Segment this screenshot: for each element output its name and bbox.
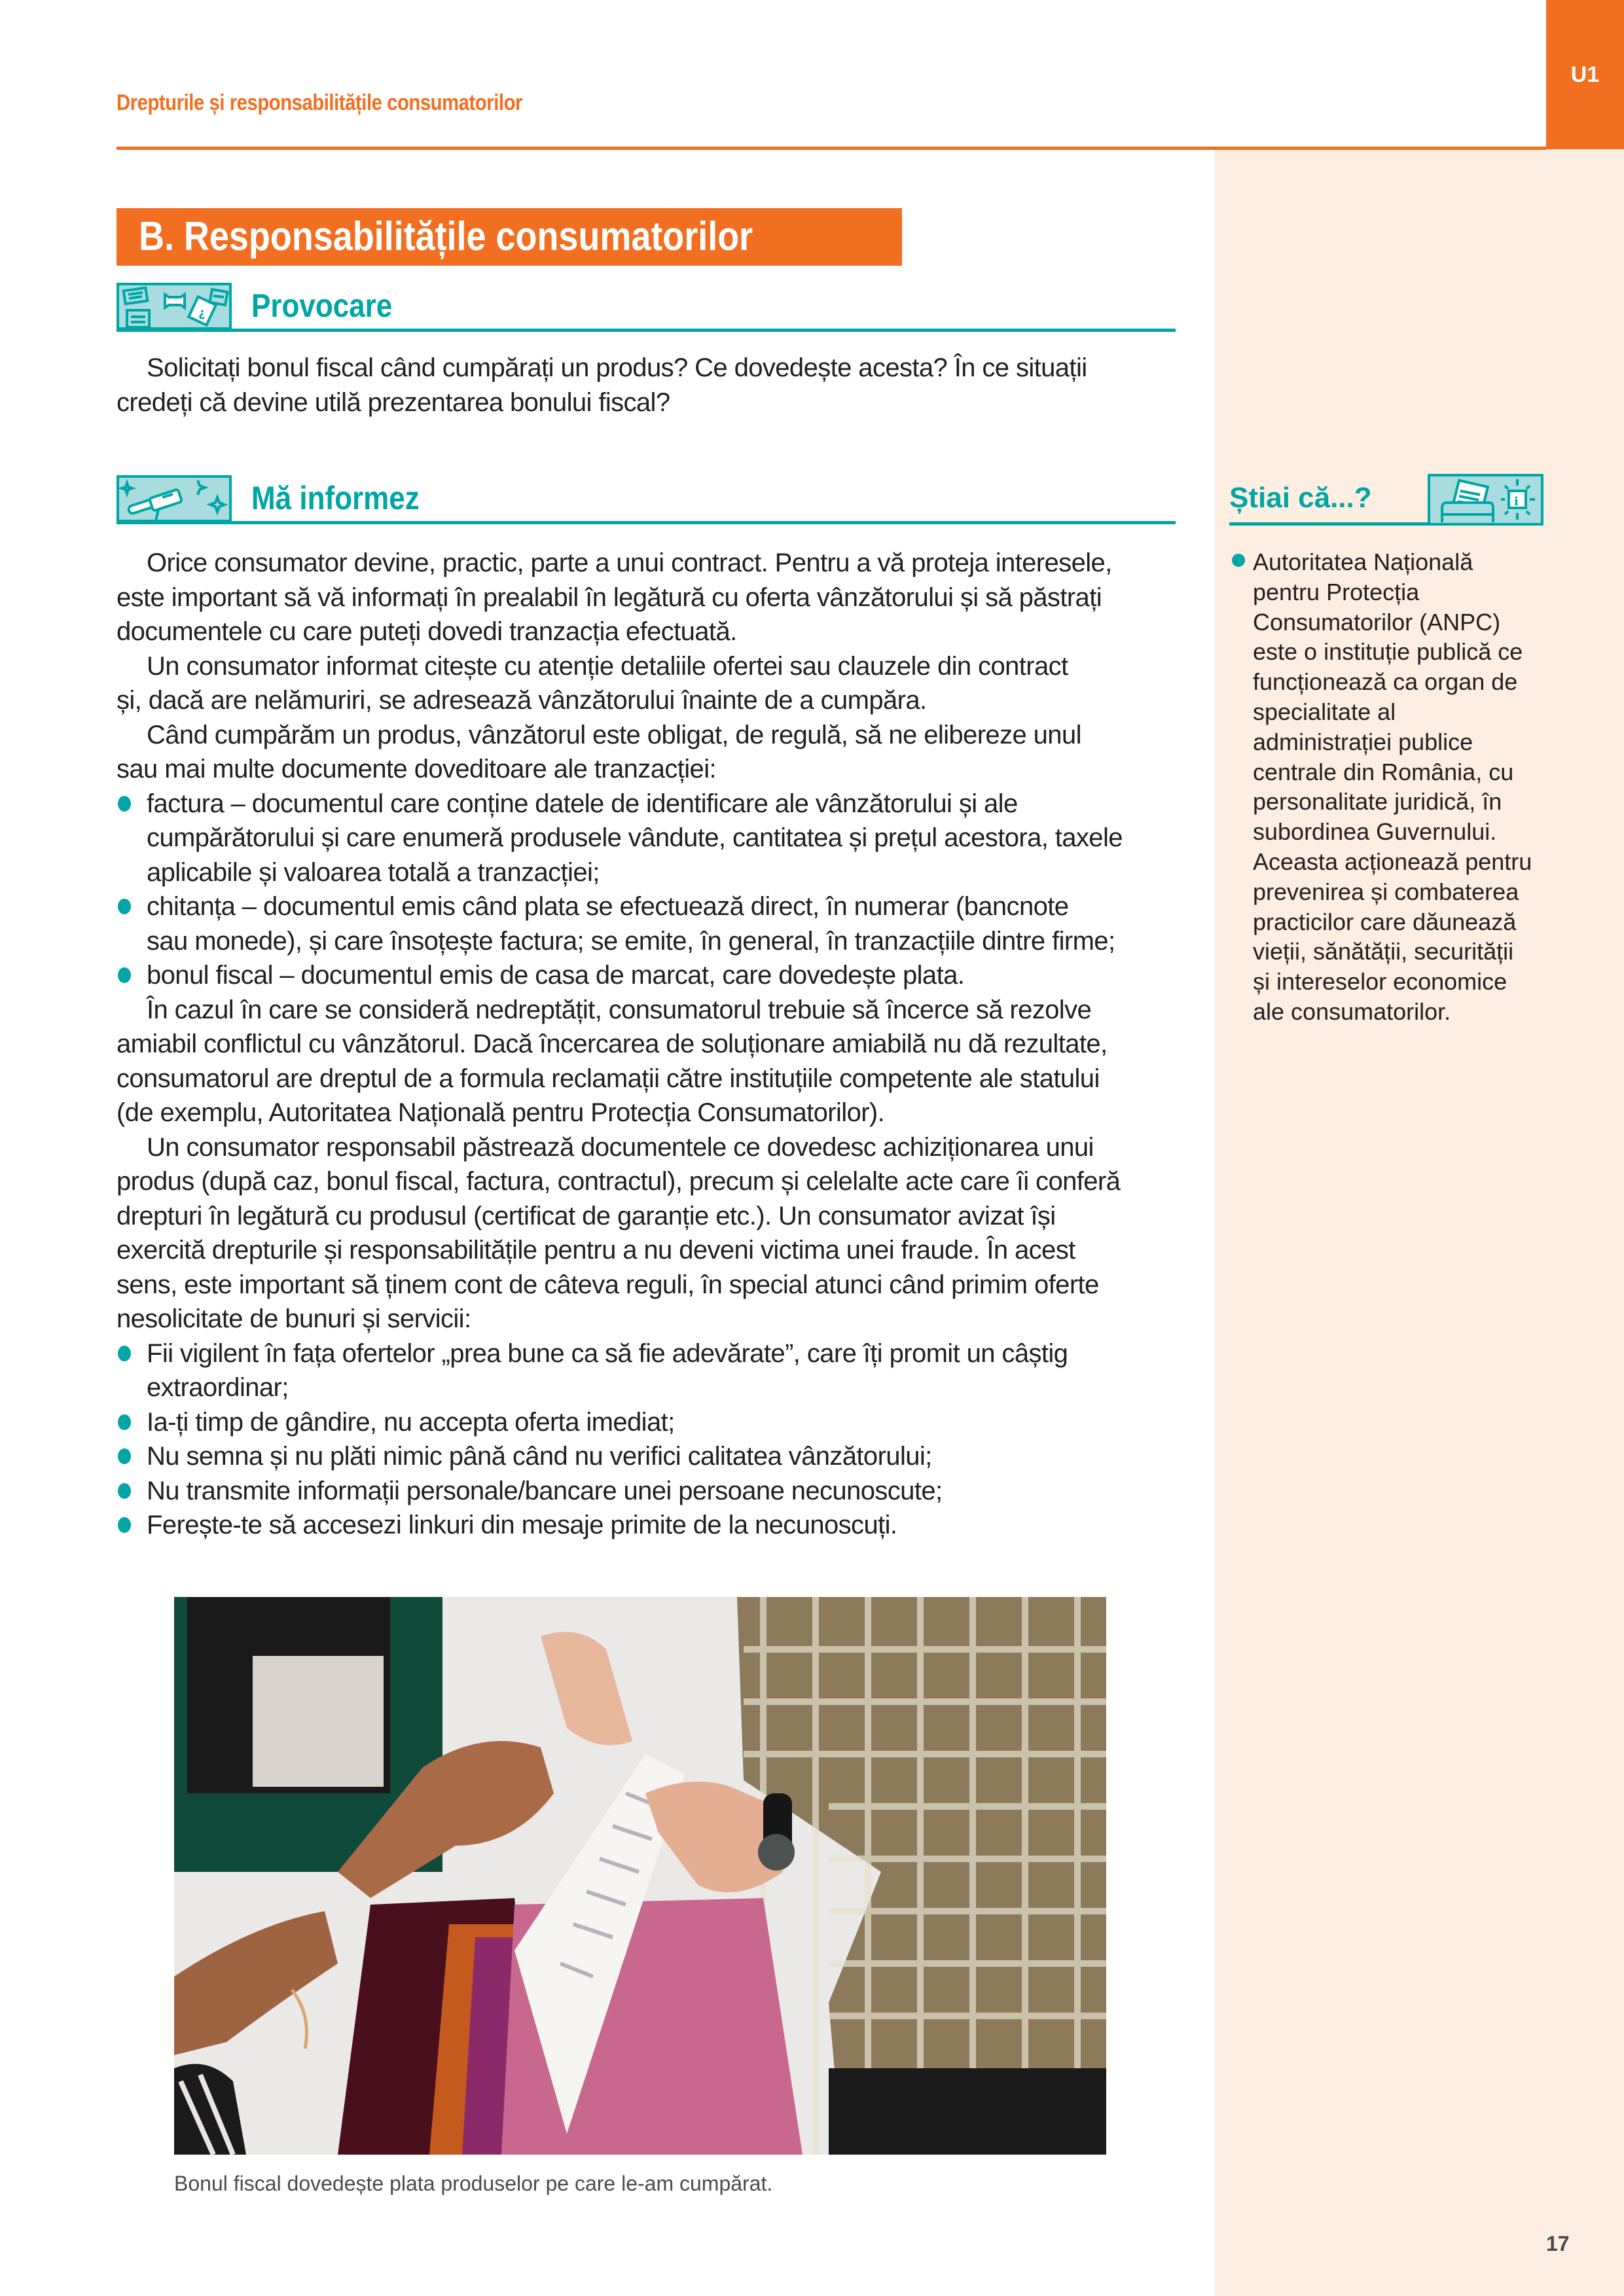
- svg-text:¿: ¿: [198, 306, 206, 320]
- body-line: În cazul în care se consideră nedreptățit, consumatorul trebuie să încerce să rezolve: [147, 995, 1092, 1024]
- body-line: sau mai multe documente doveditoare ale tranzacției:: [117, 755, 716, 783]
- body-line: și, dacă are nelămuriri, se adresează vânzătorului înainte de a cumpăra.: [117, 686, 927, 715]
- body-line: nesolicitate de bunuri și servicii:: [117, 1304, 471, 1333]
- ma-informez-body: [117, 546, 1176, 1543]
- list-line: Nu transmite informații personale/bancare unei persoane necunoscute;: [147, 1476, 943, 1505]
- body-line: produs (după caz, bonul fiscal, factura, contractul), precum și celelalte acte care îi conferă: [117, 1167, 1121, 1196]
- stiai-ca-heading: Știai că...?: [1229, 482, 1372, 514]
- list-line: cumpărătorului și care enumeră produsele vândute, cantitatea și prețul acestora, taxele: [147, 823, 1123, 852]
- unit-label: U1: [1570, 62, 1600, 87]
- sidebar-line: prevenirea și combaterea: [1253, 878, 1519, 905]
- list-line: sau monede), și care însoțește factura; se emite, în general, în tranzacțiile dintre firme;: [147, 926, 1115, 956]
- list-line: bonul fiscal – documentul emis de casa de marcat, care dovedește plata.: [147, 961, 965, 990]
- header-divider: [117, 147, 1546, 150]
- bullet-icon: [118, 1414, 131, 1430]
- bullet-icon: [118, 899, 131, 914]
- sidebar-line: vieții, sănătății, securității: [1253, 938, 1514, 965]
- bullet-icon: [1232, 554, 1245, 567]
- running-head: Drepturile și responsabilitățile consumatorilor: [117, 90, 522, 115]
- sidebar-line: specialitate al: [1253, 698, 1396, 725]
- receipt-handover-photo: [174, 1597, 1106, 2155]
- provocare-rule: [117, 329, 1176, 332]
- sidebar-line: personalitate juridică, în: [1253, 788, 1502, 816]
- bullet-icon: [118, 796, 131, 812]
- body-line: Un consumator informat citește cu atenție detaliile ofertei sau clauzele din contract: [147, 651, 1068, 681]
- rule-item: [117, 1508, 1176, 1543]
- stiai-ca-heading-block: [1229, 474, 1543, 526]
- sidebar-line: Consumatorilor (ANPC): [1253, 608, 1501, 636]
- body-line: documentele cu care puteți dovedi tranzacția efectuată.: [117, 617, 737, 646]
- body-line: Orice consumator devine, practic, parte a unui contract. Pentru a vă proteja interesele,: [147, 548, 1112, 577]
- bullet-icon: [118, 1483, 131, 1499]
- document-item-chitanta: [117, 889, 1176, 958]
- body-line: exercită drepturile și responsabilitățile pentru a nu deveni victima unei fraude. În acest: [117, 1236, 1075, 1265]
- pinboard-notes-icon: [117, 283, 232, 330]
- body-line: Un consumator responsabil păstrează documentele ce dovedesc achiziționarea unui: [147, 1132, 1094, 1162]
- body-line: (de exemplu, Autoritatea Națională pentru Protecția Consumatorilor).: [117, 1098, 885, 1127]
- sidebar-line: administrației publice: [1253, 728, 1473, 755]
- unit-tab: [1546, 0, 1624, 149]
- list-line: chitanța – documentul emis când plata se efectuează direct, în numerar (bancnote: [147, 892, 1069, 921]
- rule-item: [117, 1405, 1176, 1440]
- sidebar-line: este o instituție publică ce: [1253, 638, 1523, 666]
- sidebar-line: centrale din România, cu: [1253, 758, 1514, 785]
- photo-caption: Bonul fiscal dovedește plata produselor pe care le-am cumpărat.: [174, 2172, 773, 2195]
- sidebar-line: Autoritatea Națională: [1253, 548, 1473, 575]
- body-line: amiabil conflictul cu vânzătorul. Dacă încercarea de soluționare amiabilă nu dă rezultate,: [117, 1030, 1108, 1058]
- list-line: Fii vigilent în fața ofertelor „prea bune ca să fie adevărate”, care îți promit un câștig: [147, 1338, 1068, 1368]
- provocare-line: Solicitați bonul fiscal când cumpărați un produs? Ce dovedește acesta? În ce situații: [147, 353, 1087, 382]
- rule-item: [117, 1474, 1176, 1509]
- sidebar-line: Aceasta acționează pentru: [1253, 848, 1532, 875]
- list-line: aplicabile și valoarea totală a tranzacției;: [147, 857, 600, 887]
- body-line: sens, este important să ținem cont de câteva reguli, în special atunci când primim oferte: [117, 1270, 1099, 1299]
- body-line: drepturi în legătură cu produsul (certificat de garanție etc.). Un consumator avizat își: [117, 1201, 1056, 1230]
- sidebar-line: și intereselor economice: [1253, 968, 1507, 996]
- rule-item: [117, 1336, 1176, 1405]
- list-line: factura – documentul care conține datele de identificare ale vânzătorului și ale: [147, 789, 1018, 818]
- list-line: Ia-ți timp de gândire, nu accepta oferta imediat;: [147, 1407, 675, 1437]
- sidebar-line: pentru Protecția: [1253, 578, 1420, 605]
- ma-informez-rule: [117, 521, 1176, 524]
- section-title: [117, 208, 902, 266]
- bullet-icon: [118, 1517, 131, 1533]
- receipt-printer-info-icon: [1428, 474, 1543, 526]
- svg-text:i: i: [1514, 495, 1519, 509]
- provocare-line: credeți că devine utilă prezentarea bonului fiscal?: [117, 387, 670, 417]
- sidebar-background: [1214, 149, 1624, 2296]
- body-line: Când cumpărăm un produs, vânzătorul este obligat, de regulă, să ne elibereze unul: [147, 720, 1081, 749]
- body-line: este important să vă informați în prealabil în legătură cu oferta vânzătorului și să păstrați: [117, 583, 1102, 612]
- ma-informez-heading: Mă informez: [251, 480, 420, 516]
- provocare-text: [117, 351, 1176, 420]
- telescope-icon: [117, 475, 232, 522]
- list-line: extraordinar;: [147, 1373, 289, 1402]
- sidebar-line: funcționează ca organ de: [1253, 668, 1518, 696]
- bullet-icon: [118, 1346, 131, 1361]
- rule-item: [117, 1439, 1176, 1474]
- provocare-heading-block: [117, 283, 1176, 332]
- body-line: consumatorul are dreptul de a formula reclamații către instituțiile competente ale statului: [117, 1064, 1100, 1093]
- sidebar-line: subordinea Guvernului.: [1253, 818, 1497, 846]
- document-item-factura: [117, 787, 1176, 890]
- sidebar-line: ale consumatorilor.: [1253, 997, 1451, 1025]
- bullet-icon: [118, 967, 131, 983]
- list-line: Nu semna și nu plăti nimic până când nu verifici calitatea vânzătorului;: [147, 1442, 932, 1471]
- document-item-bon-fiscal: [117, 958, 1176, 993]
- section-title-text: B. Responsabilitățile consumatorilor: [139, 214, 753, 259]
- ma-informez-heading-block: [117, 475, 1176, 525]
- bullet-icon: [118, 1448, 131, 1464]
- list-line: Ferește-te să accesezi linkuri din mesaje primite de la necunoscuți.: [147, 1511, 897, 1539]
- stiai-ca-text: [1231, 547, 1545, 1027]
- page-number: 17: [1546, 2232, 1570, 2255]
- provocare-heading: Provocare: [251, 287, 393, 324]
- sidebar-line: practicilor care dăunează: [1253, 908, 1517, 935]
